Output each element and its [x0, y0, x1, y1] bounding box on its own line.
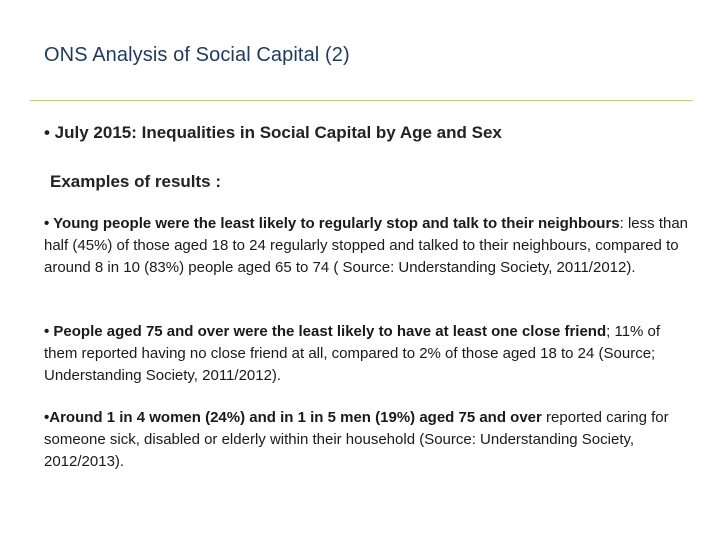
result-point-2-text: ; 11% of them reported having no close friend at all, compared to 2% of those aged 18 to 24 (Source; Understanding Society, 2011/2012). — [44, 323, 661, 384]
slide-title: ONS Analysis of Social Capital (2) — [44, 44, 350, 66]
result-point-2 — [44, 321, 694, 387]
title-divider — [30, 100, 693, 101]
slide-subtitle: • July 2015: Inequalities in Social Capital by Age and Sex — [44, 123, 502, 142]
result-point-3-bold: •Around 1 in 4 women (24%) and in 1 in 5 men (19%) aged 75 and over — [44, 409, 542, 426]
result-point-1-bold: • Young people were the least likely to regularly stop and talk to their neighbours — [44, 215, 620, 232]
result-point-2-bold: • People aged 75 and over were the least likely to have at least one close friend — [44, 323, 607, 340]
result-point-1-text: : less than half (45%) of those aged 18 to 24 regularly stopped and talked to their neighbours, compared to around 8 in 10 (83%) people aged 65 to 74 ( Source: Understanding Society, 2011/2012). — [44, 215, 689, 276]
examples-heading: Examples of results : — [50, 172, 222, 191]
result-point-1 — [44, 213, 694, 279]
result-point-3-text: reported caring for someone sick, disabled or elderly within their household (Source: Understanding Society, 2012/2013). — [44, 409, 669, 470]
result-point-3 — [44, 407, 694, 473]
